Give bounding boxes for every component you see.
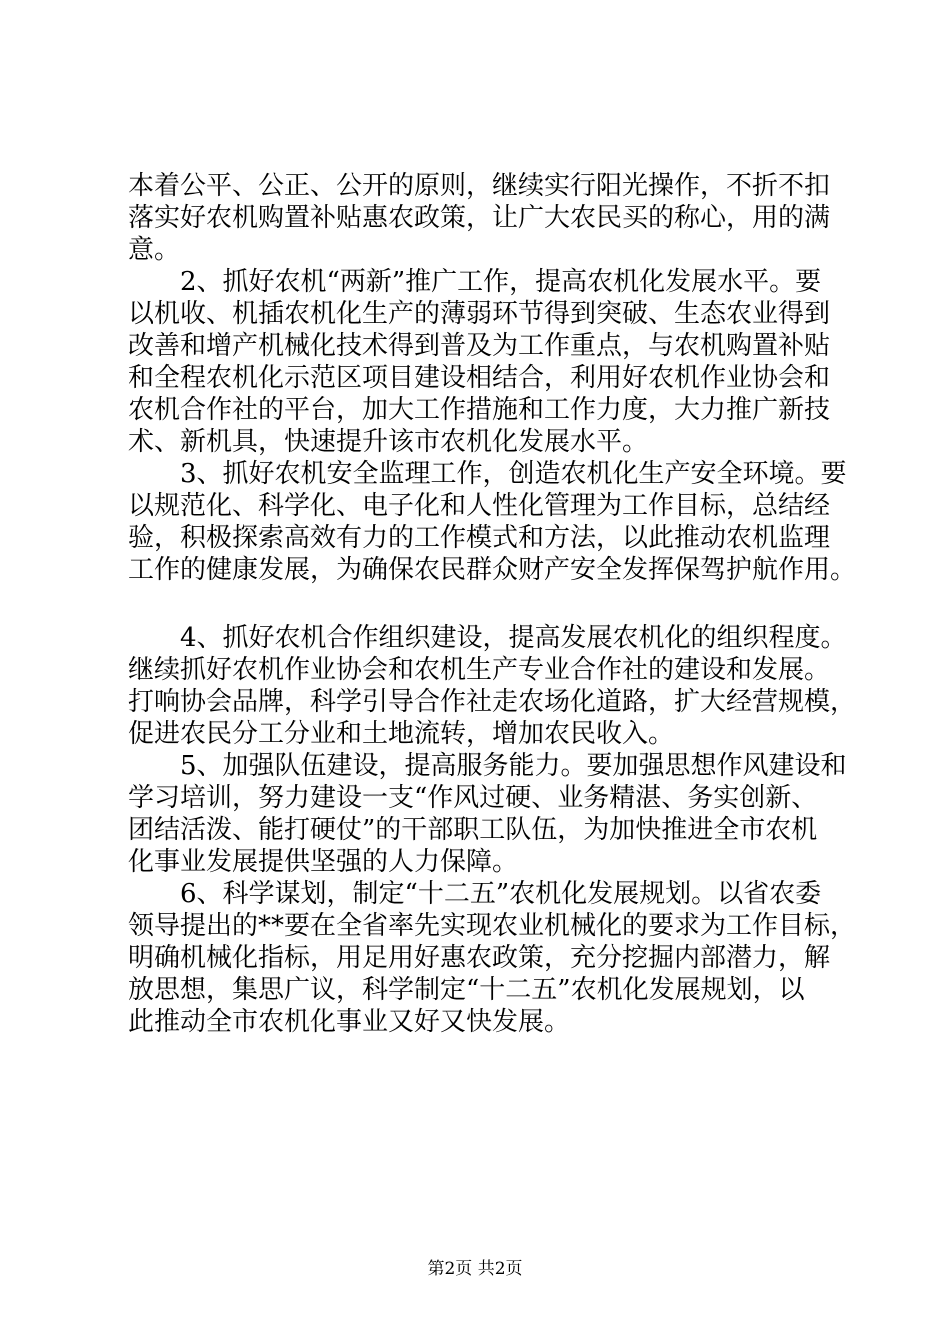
text-line: 打响协会品牌，科学引导合作社走农场化道路，扩大经营规模， <box>128 687 857 717</box>
paragraph-item-2 <box>128 266 833 458</box>
text-line: 4、抓好农机合作组织建设，提高发展农机化的组织程度。 <box>180 623 847 653</box>
text-line: 继续抓好农机作业协会和农机生产专业合作社的建设和发展。 <box>128 655 831 685</box>
text-line: 学习培训，努力建设一支“作风过硬、业务精湛、务实创新、 <box>128 783 818 813</box>
paragraph-item-5 <box>128 750 847 878</box>
text-line: 本着公平、公正、公开的原则，继续实行阳光操作，不折不扣 <box>128 171 831 201</box>
document-body <box>128 170 857 1038</box>
text-line: 工作的健康发展，为确保农民群众财产安全发挥保驾护航作用。 <box>128 555 857 585</box>
text-line: 领导提出的**要在全省率先实现农业机械化的要求为工作目标， <box>128 911 857 941</box>
text-line: 明确机械化指标，用足用好惠农政策，充分挖掘内部潜力，解 <box>128 943 831 973</box>
page-number-footer: 第2页 共2页 <box>427 1259 523 1279</box>
paragraph-item-6 <box>128 878 857 1038</box>
text-line: 意。 <box>128 235 181 265</box>
text-line: 术、新机具，快速提升该市农机化发展水平。 <box>128 427 649 457</box>
text-line: 落实好农机购置补贴惠农政策，让广大农民买的称心，用的满 <box>128 203 831 233</box>
text-line: 以规范化、科学化、电子化和人性化管理为工作目标，总结经 <box>128 491 831 521</box>
text-line: 6、科学谋划，制定“十二五”农机化发展规划。以省农委 <box>180 879 822 909</box>
text-line: 团结活泼、能打硬仗”的干部职工队伍，为加快推进全市农机 <box>128 815 818 845</box>
text-line: 3、抓好农机安全监理工作，创造农机化生产安全环境。要 <box>180 459 847 489</box>
paragraph-item-3 <box>128 458 857 586</box>
text-line: 此推动全市农机化事业又好又快发展。 <box>128 1007 571 1037</box>
text-line: 2、抓好农机“两新”推广工作，提高农机化发展水平。要 <box>180 267 822 297</box>
paragraph-item-4 <box>128 622 857 750</box>
paragraph-continuation <box>128 170 833 266</box>
text-line: 验，积极探索高效有力的工作模式和方法，以此推动农机监理 <box>128 523 831 553</box>
paragraph-spacer <box>128 586 833 622</box>
text-line: 促进农民分工分业和土地流转，增加农民收入。 <box>128 719 675 749</box>
text-line: 化事业发展提供坚强的人力保障。 <box>128 847 519 877</box>
text-line: 以机收、机插农机化生产的薄弱环节得到突破、生态农业得到 <box>128 299 831 329</box>
text-line: 放思想，集思广议，科学制定“十二五”农机化发展规划，以 <box>128 975 805 1005</box>
text-line: 5、加强队伍建设，提高服务能力。要加强思想作风建设和 <box>180 751 847 781</box>
text-line: 和全程农机化示范区项目建设相结合，利用好农机作业协会和 <box>128 363 831 393</box>
text-line: 农机合作社的平台，加大工作措施和工作力度，大力推广新技 <box>128 395 831 425</box>
text-line: 改善和增产机械化技术得到普及为工作重点，与农机购置补贴 <box>128 331 831 361</box>
